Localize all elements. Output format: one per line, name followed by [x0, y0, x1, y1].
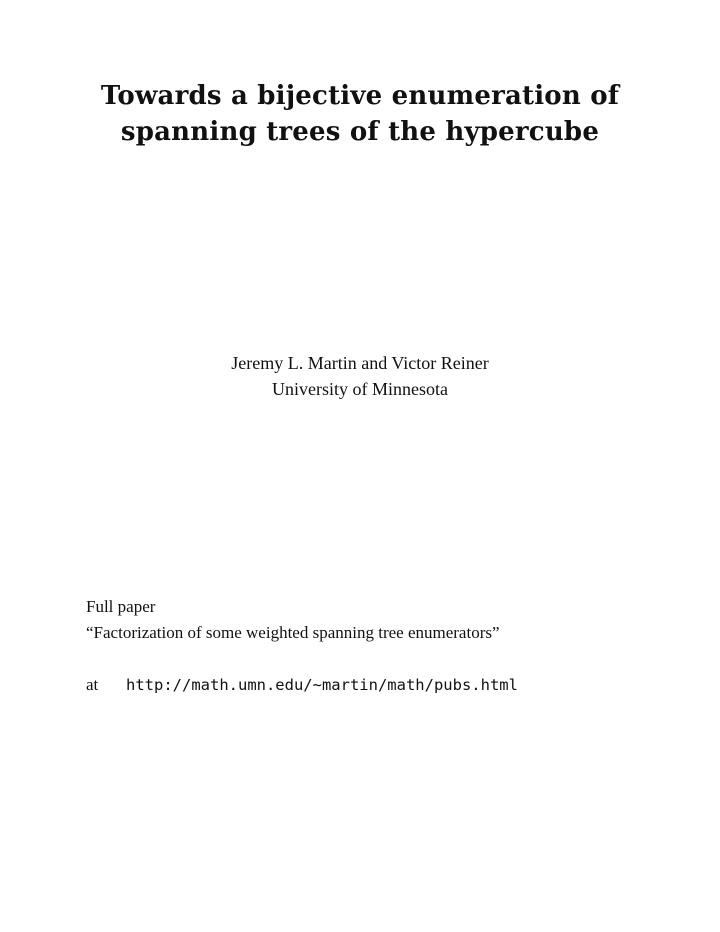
paper-title: [0, 78, 720, 150]
full-paper-label: Full paper: [86, 597, 156, 616]
footer-spacer: [86, 646, 686, 672]
full-paper-title: “Factorization of some weighted spanning tree enumerators”: [86, 623, 500, 642]
at-label: at: [86, 675, 99, 694]
paper-url-link[interactable]: http://math.umn.edu/∼martin/math/pubs.html: [126, 676, 518, 694]
author-block: [0, 350, 720, 402]
title-line-1: Towards a bijective enumeration of: [100, 81, 620, 111]
title-line-2: spanning trees of the hypercube: [120, 117, 600, 147]
footer-note: [86, 594, 686, 698]
author-names: Jeremy L. Martin and Victor Reiner: [231, 353, 489, 373]
url-line: [86, 672, 686, 698]
author-affiliation: University of Minnesota: [272, 379, 448, 399]
